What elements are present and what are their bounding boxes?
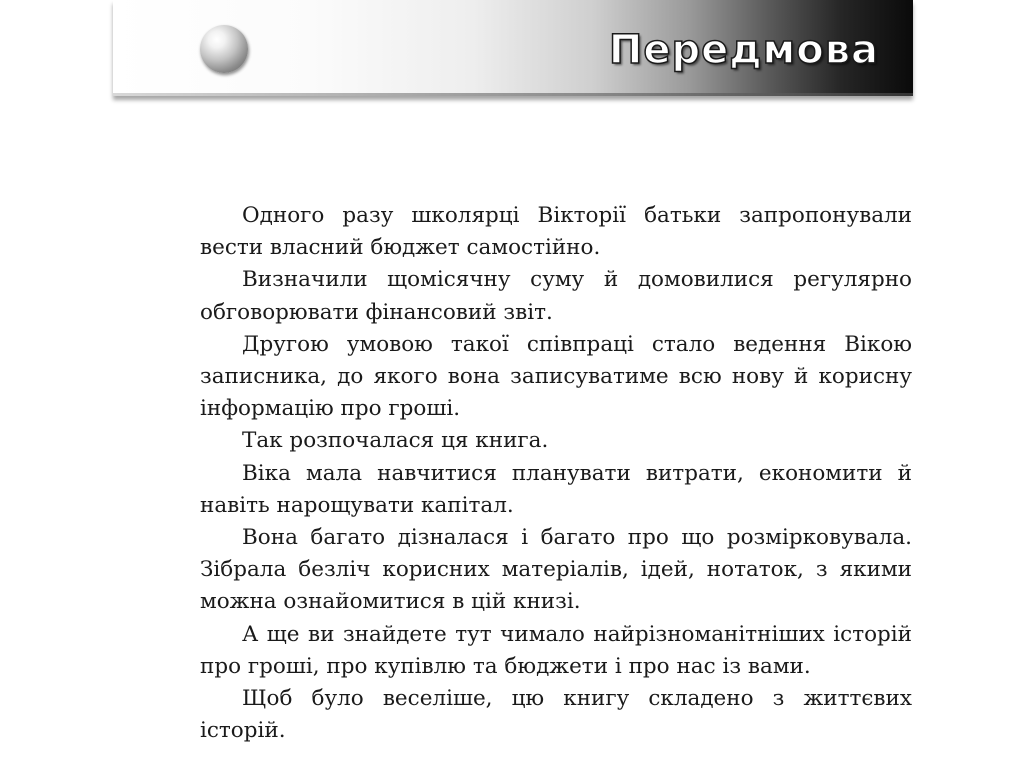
paragraph: Визначили щомісячну суму й домовилися регулярно обговорювати фінансовий звіт.: [200, 267, 912, 325]
preface-text: [200, 200, 912, 747]
paragraph: Другою умовою такої співпраці стало ведення Вікою записника, до якого вона записуватиме всю нову й корисну інформацію про гроші.: [200, 331, 912, 422]
paragraph: Одного разу школярці Вікторії батьки запропонували вести власний бюджет самостійно.: [200, 203, 912, 261]
paragraph: А ще ви знайдете тут чимало найрізноманітніших історій про гроші, про купівлю та бюджети і про нас із вами.: [200, 621, 912, 679]
paragraph: Віка мала навчитися планувати витрати, економити й навіть нарощувати капітал.: [200, 460, 912, 518]
paragraph: Щоб було веселіше, цю книгу складено з життєвих історій.: [200, 686, 912, 744]
sphere-icon: [200, 25, 248, 73]
chapter-title: Передмова: [608, 27, 879, 73]
paragraph: Так розпочалася ця книга.: [242, 428, 549, 454]
paragraph: Вона багато дізналася і багато про що розмірковувала. Зібрала безліч корисних матеріалів, ідей, нотаток, з якими можна ознайомитися в цій книзі.: [200, 525, 912, 615]
